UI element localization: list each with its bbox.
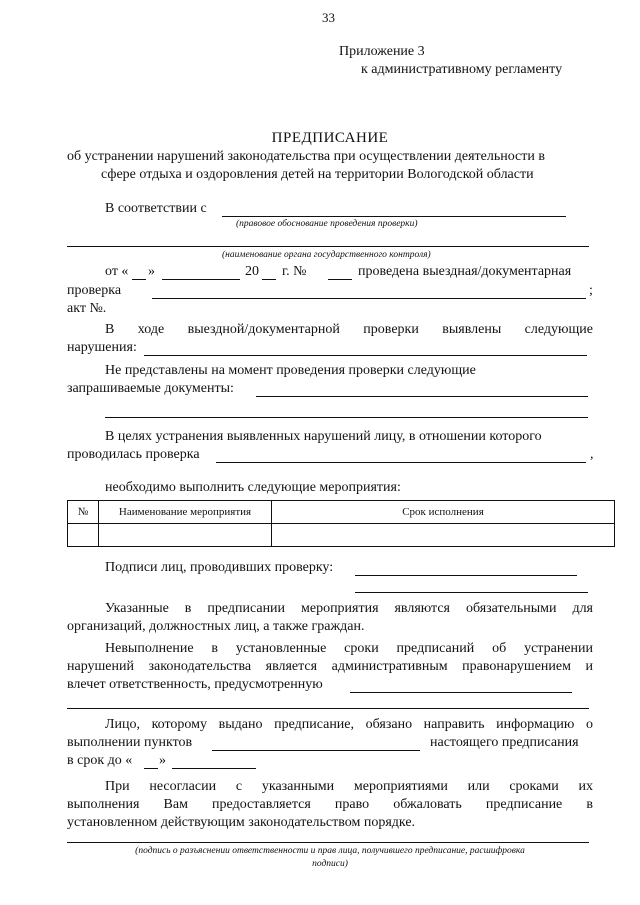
non-compliance-line2: нарушений законодательства является административным правонарушением и (67, 659, 593, 674)
report-line1: Лицо, которому выдано предписание, обязано направить информацию о (105, 717, 593, 732)
appeal-line3: установленном действующим законодательством порядке. (67, 815, 416, 830)
appeal-line1: При несогласии с указанными мероприятиями или сроками их (105, 779, 593, 794)
appeal-line2: выполнения Вам предоставляется право обжаловать предписание в (67, 797, 593, 812)
liability-input-line[interactable] (350, 692, 572, 693)
obligatory-line1: Указанные в предписании мероприятия являются обязательными для (105, 601, 593, 616)
liability-input-line-2[interactable] (67, 708, 589, 709)
non-compliance-label: влечет ответственность, предусмотренную (67, 677, 323, 692)
appendix-subtitle: к административному регламенту (361, 62, 563, 77)
table-header-row (68, 501, 615, 524)
violations-word-4: проверки (363, 322, 419, 337)
violations-word-6: следующие (524, 322, 593, 337)
check-type-text: проведена выездная/документарная (358, 264, 572, 279)
month-input-line[interactable] (162, 279, 240, 280)
documents-line1: Не представлены на момент проведения проверки следующие (105, 363, 476, 378)
document-subtitle-line1: об устранении нарушений законодательства при осуществлении деятельности в (67, 149, 545, 164)
table-cell-deadline[interactable] (272, 524, 615, 547)
documents-label: запрашиваемые документы: (67, 381, 234, 396)
signatures-input-line-2[interactable] (355, 592, 588, 593)
report-day-input-line[interactable] (144, 768, 158, 769)
footer-caption-line2: подписи) (312, 859, 348, 869)
day-input-line[interactable] (132, 279, 146, 280)
measures-intro: необходимо выполнить следующие мероприятия: (105, 480, 401, 495)
violations-word-2: ходе (137, 322, 165, 337)
measures-table (67, 500, 615, 547)
date-from-label: от « (105, 264, 129, 279)
footer-signature-line[interactable] (67, 842, 589, 843)
report-items-label: выполнении пунктов (67, 735, 193, 750)
violations-word-5: выявлены (442, 322, 502, 337)
footer-caption-line1: (подпись о разъяснении ответственности и прав лица, получившего предписание, расшифровка (135, 846, 525, 856)
basis-label: В соответствии с (105, 201, 207, 216)
violations-label: нарушения: (67, 340, 137, 355)
report-items-input-line[interactable] (212, 750, 420, 751)
non-compliance-line1: Невыполнение в установленные сроки предписаний об устранении (105, 641, 593, 656)
violations-input-line[interactable] (144, 355, 587, 356)
report-deadline-close-quote: » (159, 753, 166, 768)
documents-input-line[interactable] (256, 396, 588, 397)
report-deadline-input-line[interactable] (172, 768, 256, 769)
report-items-suffix: настоящего предписания (430, 735, 579, 750)
act-label: акт №. (67, 301, 107, 316)
authority-caption: (наименование органа государственного контроля) (222, 250, 431, 260)
documents-input-line-2[interactable] (105, 417, 588, 418)
violations-word-1: В (105, 322, 115, 337)
table-header-deadline: Срок исполнения (272, 501, 615, 524)
basis-caption: (правовое обоснование проведения проверки) (236, 219, 418, 229)
violations-line1 (105, 322, 593, 338)
purpose-input-line[interactable] (216, 462, 586, 463)
authority-input-line[interactable] (67, 246, 589, 247)
purpose-label: проводилась проверка (67, 447, 200, 462)
date-close-quote: » (148, 264, 155, 279)
table-row (68, 524, 615, 547)
signatures-input-line[interactable] (355, 575, 577, 576)
report-deadline-label: в срок до « (67, 753, 133, 768)
page-number: 33 (322, 10, 335, 25)
signatures-label: Подписи лиц, проводивших проверку: (105, 560, 334, 575)
year-prefix: 20 (245, 264, 259, 279)
table-cell-number[interactable] (68, 524, 99, 547)
basis-input-line[interactable] (222, 216, 566, 217)
number-label: г. № (282, 264, 307, 279)
check-label: проверка (67, 283, 122, 298)
appendix-title: Приложение 3 (339, 44, 425, 59)
table-header-name: Наименование мероприятия (99, 501, 272, 524)
table-cell-name[interactable] (99, 524, 272, 547)
purpose-end-comma: , (590, 447, 594, 462)
check-input-line[interactable] (152, 298, 586, 299)
year-input-line[interactable] (262, 279, 276, 280)
obligatory-line2: организаций, должностных лиц, а также граждан. (67, 619, 365, 634)
document-subtitle-line2: сфере отдыха и оздоровления детей на территории Вологодской области (101, 167, 534, 182)
number-input-line[interactable] (328, 279, 352, 280)
check-end-semicolon: ; (589, 283, 593, 298)
violations-word-3: выездной/документарной (187, 322, 340, 337)
document-title: ПРЕДПИСАНИЕ (271, 130, 389, 146)
purpose-line1: В целях устранения выявленных нарушений лицу, в отношении которого (105, 429, 542, 444)
table-header-number: № (68, 501, 99, 524)
